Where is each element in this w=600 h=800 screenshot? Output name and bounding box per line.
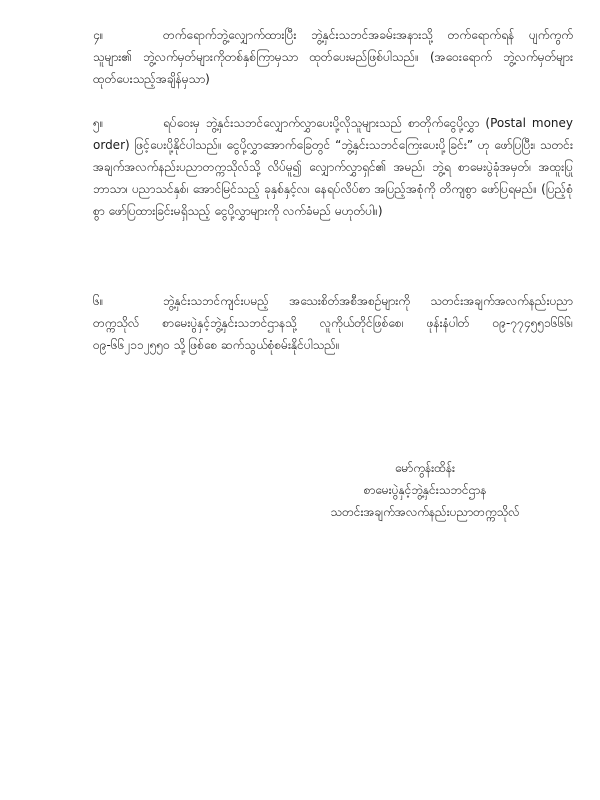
signature-institution: သတင်းအချက်အလက်နည်းပညာတက္ကသိုလ် bbox=[330, 505, 520, 519]
paragraph-text: ရပ်ဝေးမှ ဘွဲ့နှင်းသဘင်လျှောက်လွှာပေးပို့လိုသူများသည် စာတိုက်ငွေပို့လွှာ (Postal money order) ဖြင့်ပေးပို့နိုင်ပါသည်။ ငွေပို့လွှာအောက်ခြေတွင် “ဘွဲ့နှင်းသဘင်ကြေးပေးပို့ခြင်း” ဟု ဖော်ပြပြီး၊ သတင်းအချက်အလက်နည်းပညာတက္ကသိုလ်သို့ လိပ်မူ၍ လျှောက်လွှာရှင်၏ အမည်၊ ဘွဲ့ရ စာမေးပွဲခုံအမှတ်၊ အထူးပြုဘာသာ၊ ပညာသင်နှစ်၊ အောင်မြင်သည့် ခုနှစ်နှင့်လ၊ နေရပ်လိပ်စာ အပြည့်အစုံကို တိကျစွာ ဖော်ပြရမည်။ (ပြည့်စုံစွာ ဖော်ပြထားခြင်းမရှိသည့် ငွေပို့လွှာများကို လက်ခံမည် မဟုတ်ပါ။) bbox=[93, 116, 573, 218]
signature-department: စာမေးပွဲနှင့်ဘွဲ့နှင်းသဘင်ဌာန bbox=[363, 483, 487, 497]
paragraph-5 bbox=[93, 112, 573, 222]
paragraph-number: ၄။ bbox=[93, 28, 104, 42]
paragraph-number: ၅။ bbox=[93, 116, 104, 130]
paragraph-4 bbox=[93, 24, 573, 90]
signature-title: မော်ကွန်းထိန်း bbox=[394, 461, 456, 475]
paragraph-number: ၆။ bbox=[93, 294, 104, 308]
paragraph-6 bbox=[93, 290, 573, 356]
paragraph-text: ဘွဲ့နှင်းသဘင်ကျင်းပမည့် အသေးစိတ်အစီအစဉ်များကို သတင်းအချက်အလက်နည်းပညာ တက္ကသိုလ် စာမေးပွဲနှင့်ဘွဲ့နှင်းသဘင်ဌာနသို့ လူကိုယ်တိုင်ဖြစ်စေ၊ ဖုန်းနံပါတ် ၀၉-၇၇၄၅၅၁၆၆၆၊ ၀၉-၆၆၂၁၁၂၅၅၀ သို့ဖြစ်စေ ဆက်သွယ်စုံစမ်းနိုင်ပါသည်။ bbox=[93, 294, 573, 352]
paragraph-text: တက်ရောက်ဘွဲ့လျှောက်ထားပြီး ဘွဲ့နှင်းသဘင်အခမ်းအနားသို့ တက်ရောက်ရန် ပျက်ကွက်သူများ၏ ဘွဲ့လက်မှတ်များကိုတစ်နှစ်ကြာမှသာ ထုတ်ပေးမည်ဖြစ်ပါသည်။ (အဝေးရောက် ဘွဲ့လက်မှတ်များ ထုတ်ပေးသည့်အချိန်မှသာ) bbox=[93, 28, 573, 86]
